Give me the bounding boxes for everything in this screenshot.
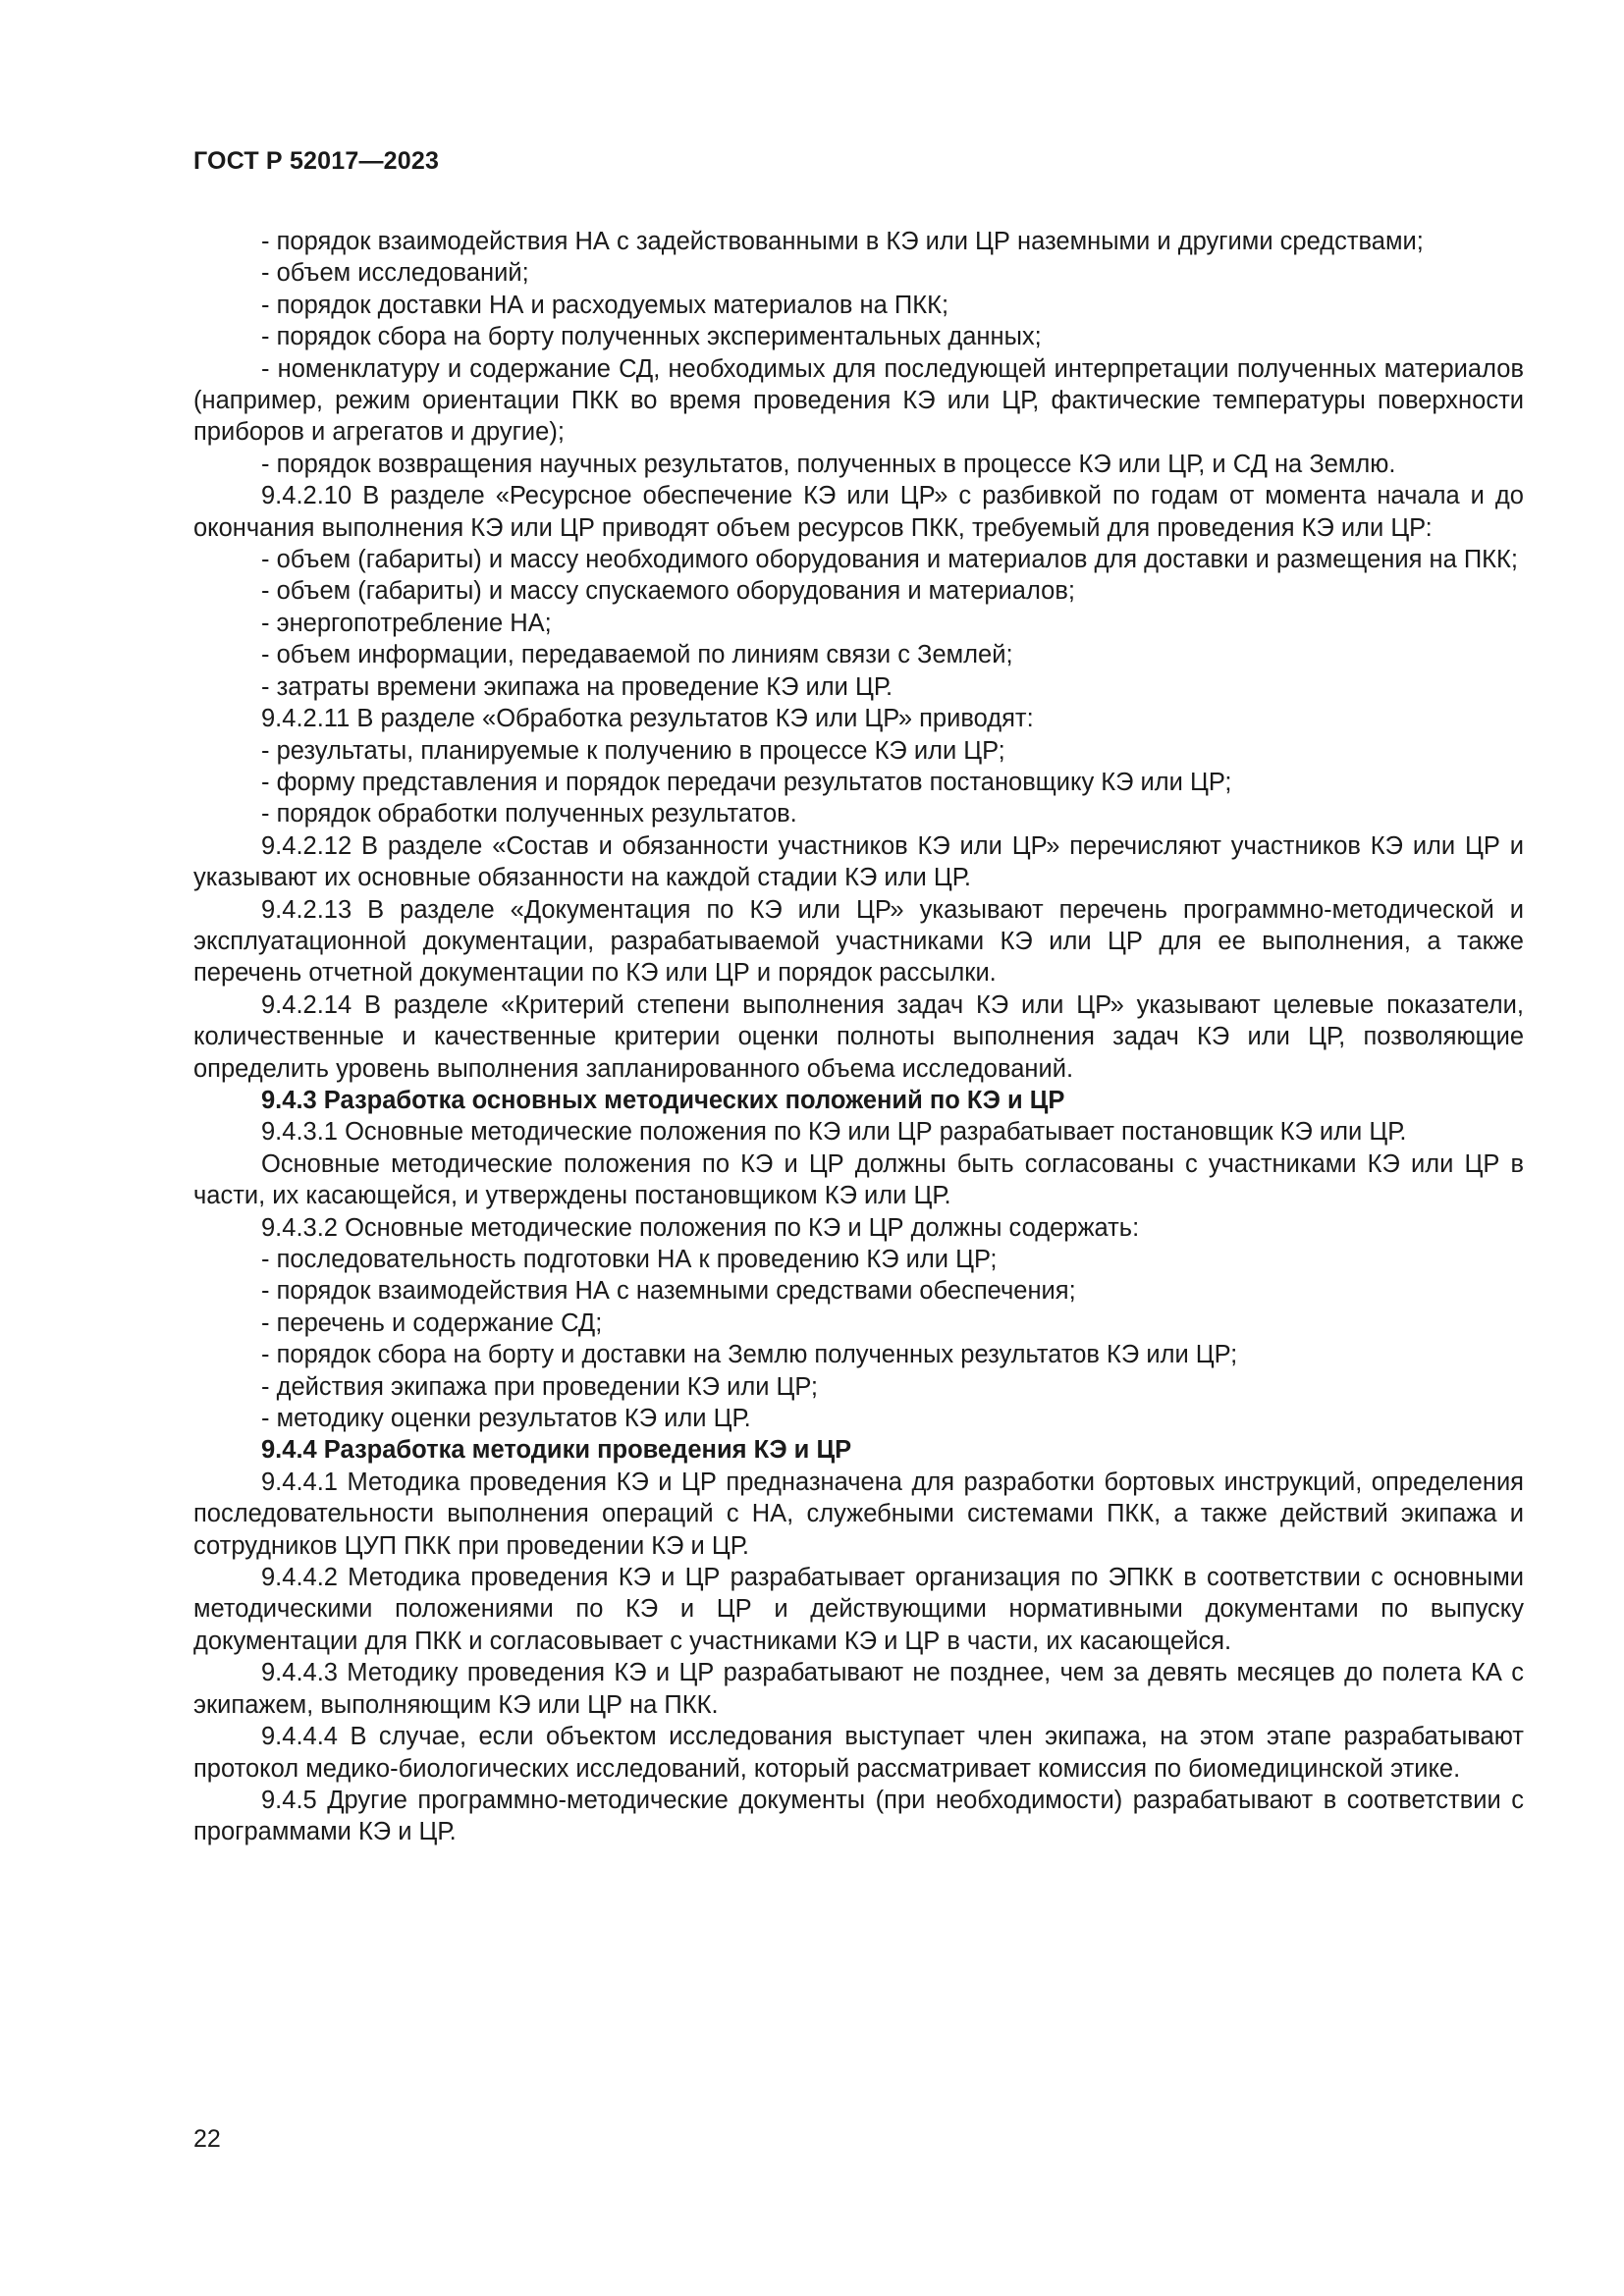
- paragraph: Основные методические положения по КЭ и ЦР должны быть согласованы с участниками КЭ или ЦР в части, их касающейся, и утверждены постановщиком КЭ или ЦР.: [193, 1149, 1524, 1210]
- paragraph: - результаты, планируемые к получению в процессе КЭ или ЦР;: [261, 736, 1005, 765]
- paragraph: - номенклатуру и содержание СД, необходимых для последующей интерпретации полученных материалов (например, режим ориентации ПКК во время проведения КЭ или ЦР, фактические температуры поверхности приборов и агрегатов и другие);: [193, 354, 1524, 447]
- paragraph: - энергопотребление НА;: [261, 609, 552, 637]
- paragraph: - порядок возвращения научных результатов, полученных в процессе КЭ или ЦР, и СД на Землю.: [261, 450, 1396, 478]
- document-body: [193, 226, 1524, 1848]
- paragraph: - объем исследований;: [261, 259, 529, 288]
- paragraph: - методику оценки результатов КЭ или ЦР.: [261, 1405, 751, 1433]
- paragraph: - объем (габариты) и массу необходимого оборудования и материалов для доставки и размещения на ПКК;: [261, 546, 1518, 574]
- paragraph: - форму представления и порядок передачи результатов постановщику КЭ или ЦР;: [261, 768, 1232, 796]
- paragraph: - объем (габариты) и массу спускаемого оборудования и материалов;: [261, 577, 1075, 606]
- paragraph: 9.4.4.3 Методику проведения КЭ и ЦР разрабатывают не позднее, чем за девять месяцев до полета КА с экипажем, выполняющим КЭ или ЦР на ПКК.: [193, 1659, 1524, 1719]
- paragraph: - затраты времени экипажа на проведение КЭ или ЦР.: [261, 672, 893, 701]
- page-number: 22: [193, 2125, 221, 2153]
- paragraph: 9.4.2.13 В разделе «Документация по КЭ или ЦР» указывают перечень программно-методической и эксплуатационной документации, разрабатываемой участниками КЭ или ЦР для ее выполнения, а также перечень отчетной документации по КЭ или ЦР и порядок рассылки.: [193, 895, 1524, 988]
- paragraph: 9.4.4.1 Методика проведения КЭ и ЦР предназначена для разработки бортовых инструкций, определения последовательности выполнения операций с НА, служебными системами ПКК, а также действий экипажа и сотрудников ЦУП ПКК при проведении КЭ и ЦР.: [193, 1468, 1524, 1560]
- paragraph: 9.4.5 Другие программно-методические документы (при необходимости) разрабатывают в соответствии с программами КЭ и ЦР.: [193, 1786, 1524, 1846]
- paragraph: - порядок сбора на борту полученных экспериментальных данных;: [261, 323, 1042, 351]
- paragraph: 9.4.4.2 Методика проведения КЭ и ЦР разрабатывает организация по ЭПКК в соответствии с основными методическими положениями по КЭ и ЦР и действующими нормативными документами по выпуску документации для ПКК и согласовывает с участниками КЭ и ЦР в части, их касающейся.: [193, 1564, 1524, 1655]
- paragraph: - последовательность подготовки НА к проведению КЭ или ЦР;: [261, 1246, 998, 1273]
- paragraph: - порядок доставки НА и расходуемых материалов на ПКК;: [261, 291, 949, 319]
- document-header: ГОСТ Р 52017—2023: [193, 147, 440, 175]
- paragraph: 9.4.2.10 В разделе «Ресурсное обеспечение КЭ или ЦР» с разбивкой по годам от момента начала и до окончания выполнения КЭ или ЦР приводят объем ресурсов ПКК, требуемый для проведения КЭ или ЦР:: [193, 482, 1524, 542]
- section-heading: 9.4.3 Разработка основных методических положений по КЭ и ЦР: [261, 1086, 1065, 1114]
- paragraph: 9.4.4.4 В случае, если объектом исследования выступает член экипажа, на этом этапе разрабатывают протокол медико-биологических исследований, который рассматривает комиссия по биомедицинской этике.: [193, 1723, 1524, 1783]
- paragraph: 9.4.2.14 В разделе «Критерий степени выполнения задач КЭ или ЦР» указывают целевые показатели, количественные и качественные критерии оценки полноты выполнения задач КЭ или ЦР, позволяющие определить уровень выполнения запланированного объема исследований.: [193, 990, 1524, 1083]
- paragraph: 9.4.3.1 Основные методические положения по КЭ или ЦР разрабатывает постановщик КЭ или ЦР.: [261, 1118, 1407, 1147]
- paragraph: - порядок сбора на борту и доставки на Землю полученных результатов КЭ или ЦР;: [261, 1341, 1238, 1369]
- paragraph: - перечень и содержание СД;: [261, 1308, 603, 1337]
- paragraph: - порядок обработки полученных результатов.: [261, 800, 797, 828]
- paragraph: - порядок взаимодействия НА с наземными средствами обеспечения;: [261, 1277, 1076, 1306]
- paragraph: 9.4.2.12 В разделе «Состав и обязанности участников КЭ или ЦР» перечисляют участников КЭ или ЦР и указывают их основные обязанности на каждой стадии КЭ или ЦР.: [193, 831, 1524, 892]
- paragraph: - действия экипажа при проведении КЭ или ЦР;: [261, 1372, 818, 1401]
- paragraph: - объем информации, передаваемой по линиям связи с Землей;: [261, 641, 1013, 669]
- paragraph: - порядок взаимодействия НА с задействованными в КЭ или ЦР наземными и другими средствами;: [261, 228, 1424, 255]
- paragraph: 9.4.3.2 Основные методические положения по КЭ и ЦР должны содержать:: [261, 1213, 1140, 1242]
- paragraph: 9.4.2.11 В разделе «Обработка результатов КЭ или ЦР» приводят:: [261, 705, 1034, 733]
- section-heading: 9.4.4 Разработка методики проведения КЭ и ЦР: [261, 1436, 852, 1465]
